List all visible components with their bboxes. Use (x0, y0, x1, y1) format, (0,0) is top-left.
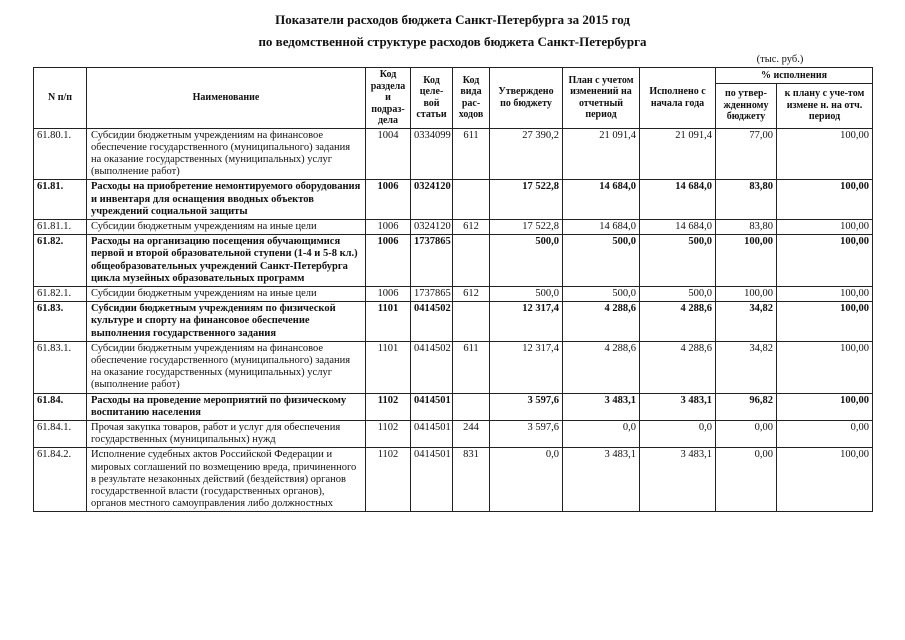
cell-statya: 0414501 (411, 420, 453, 447)
cell-name: Субсидии бюджетным учреждениям на иные цели (87, 286, 366, 301)
cell-executed: 4 288,6 (640, 302, 716, 342)
cell-vid (453, 235, 490, 287)
cell-num: 61.82. (34, 235, 87, 287)
header-executed: Исполнено с начала года (640, 68, 716, 129)
header-name: Наименование (87, 68, 366, 129)
cell-executed: 500,0 (640, 286, 716, 301)
cell-executed: 21 091,4 (640, 128, 716, 180)
cell-approved: 500,0 (490, 235, 563, 287)
header-pct-plan: к плану с уче-том измене н. на отч. период (777, 83, 873, 128)
cell-vid: 831 (453, 448, 490, 512)
cell-num: 61.83. (34, 302, 87, 342)
cell-plan: 4 288,6 (563, 341, 640, 393)
header-vid: Код вида рас-ходов (453, 68, 490, 129)
cell-pct-plan: 100,00 (777, 448, 873, 512)
cell-plan: 500,0 (563, 235, 640, 287)
table-row (34, 420, 873, 447)
table-row (34, 235, 873, 287)
cell-num: 61.82.1. (34, 286, 87, 301)
cell-pct-approved: 77,00 (716, 128, 777, 180)
cell-plan: 21 091,4 (563, 128, 640, 180)
cell-razdel: 1102 (366, 393, 411, 420)
cell-vid: 612 (453, 286, 490, 301)
cell-pct-approved: 100,00 (716, 286, 777, 301)
cell-num: 61.84.1. (34, 420, 87, 447)
table-row (34, 341, 873, 393)
cell-name: Расходы на проведение мероприятий по физическому воспитанию населения (87, 393, 366, 420)
cell-executed: 3 483,1 (640, 448, 716, 512)
cell-pct-plan: 100,00 (777, 235, 873, 287)
cell-statya: 0324120 (411, 180, 453, 220)
cell-pct-approved: 83,80 (716, 180, 777, 220)
cell-num: 61.80.1. (34, 128, 87, 180)
cell-executed: 500,0 (640, 235, 716, 287)
cell-razdel: 1006 (366, 219, 411, 234)
cell-approved: 12 317,4 (490, 341, 563, 393)
table-row (34, 180, 873, 220)
cell-approved: 3 597,6 (490, 420, 563, 447)
cell-pct-approved: 96,82 (716, 393, 777, 420)
cell-num: 61.81.1. (34, 219, 87, 234)
cell-statya: 0414501 (411, 393, 453, 420)
cell-plan: 14 684,0 (563, 219, 640, 234)
cell-vid: 612 (453, 219, 490, 234)
cell-vid (453, 393, 490, 420)
cell-name: Субсидии бюджетным учреждениям на иные цели (87, 219, 366, 234)
cell-num: 61.83.1. (34, 341, 87, 393)
cell-pct-plan: 100,00 (777, 393, 873, 420)
table-row (34, 286, 873, 301)
cell-name: Исполнение судебных актов Российской Федерации и мировых соглашений по возмещению вреда, причиненного в результате незаконных действий (бездействия) органов государственной власти (государственных органов), органов местного самоуправления либо должностных (87, 448, 366, 512)
cell-razdel: 1004 (366, 128, 411, 180)
cell-vid: 611 (453, 341, 490, 393)
units-label: (тыс. руб.) (756, 54, 804, 65)
cell-name: Субсидии бюджетным учреждениям на финансовое обеспечение государственного (муниципального) задания на оказание государственных (муниципальных) услуг (выполнение работ) (87, 128, 366, 180)
header-num: N п/п (34, 68, 87, 129)
cell-pct-plan: 100,00 (777, 341, 873, 393)
cell-plan: 14 684,0 (563, 180, 640, 220)
document-subtitle: по ведомственной структуре расходов бюджета Санкт-Петербурга (258, 34, 647, 49)
cell-vid (453, 180, 490, 220)
cell-vid: 244 (453, 420, 490, 447)
cell-name: Прочая закупка товаров, работ и услуг для обеспечения государственных (муниципальных) нужд (87, 420, 366, 447)
table-row (34, 448, 873, 512)
cell-approved: 12 317,4 (490, 302, 563, 342)
cell-statya: 0414502 (411, 341, 453, 393)
table-row (34, 128, 873, 180)
header-pct-approved: по утвер-жденному бюджету (716, 83, 777, 128)
cell-approved: 0,0 (490, 448, 563, 512)
cell-plan: 3 483,1 (563, 448, 640, 512)
header-razdel: Код раздела и подраз-дела (366, 68, 411, 129)
cell-pct-approved: 0,00 (716, 448, 777, 512)
cell-pct-plan: 100,00 (777, 128, 873, 180)
table-row (34, 393, 873, 420)
cell-num: 61.84. (34, 393, 87, 420)
cell-pct-approved: 34,82 (716, 302, 777, 342)
cell-approved: 17 522,8 (490, 219, 563, 234)
cell-vid: 611 (453, 128, 490, 180)
cell-pct-approved: 100,00 (716, 235, 777, 287)
budget-table (33, 67, 873, 512)
table-row (34, 302, 873, 342)
header-statya: Код целе-вой статьи (411, 68, 453, 129)
cell-vid (453, 302, 490, 342)
cell-statya: 1737865 (411, 235, 453, 287)
cell-statya: 0414502 (411, 302, 453, 342)
cell-name: Субсидии бюджетным учреждениям по физической культуре и спорту на финансовое обеспечение выполнения государственного задания (87, 302, 366, 342)
cell-plan: 4 288,6 (563, 302, 640, 342)
table-row (34, 219, 873, 234)
cell-executed: 4 288,6 (640, 341, 716, 393)
cell-executed: 14 684,0 (640, 180, 716, 220)
cell-pct-approved: 0,00 (716, 420, 777, 447)
cell-statya: 0324120 (411, 219, 453, 234)
cell-pct-plan: 0,00 (777, 420, 873, 447)
cell-plan: 3 483,1 (563, 393, 640, 420)
cell-executed: 0,0 (640, 420, 716, 447)
cell-razdel: 1006 (366, 180, 411, 220)
header-plan: План с учетом изменений на отчетный период (563, 68, 640, 129)
cell-statya: 1737865 (411, 286, 453, 301)
cell-razdel: 1102 (366, 448, 411, 512)
cell-pct-plan: 100,00 (777, 286, 873, 301)
cell-num: 61.81. (34, 180, 87, 220)
cell-statya: 0414501 (411, 448, 453, 512)
cell-name: Расходы на приобретение немонтируемого оборудования и инвентаря для оснащения вводных объектов учреждений социальной защиты (87, 180, 366, 220)
cell-approved: 17 522,8 (490, 180, 563, 220)
cell-razdel: 1006 (366, 286, 411, 301)
cell-plan: 500,0 (563, 286, 640, 301)
header-pct-group: % исполнения (716, 68, 873, 84)
cell-num: 61.84.2. (34, 448, 87, 512)
cell-razdel: 1101 (366, 302, 411, 342)
cell-executed: 3 483,1 (640, 393, 716, 420)
cell-approved: 3 597,6 (490, 393, 563, 420)
cell-approved: 500,0 (490, 286, 563, 301)
cell-razdel: 1101 (366, 341, 411, 393)
header-approved: Утверждено по бюджету (490, 68, 563, 129)
table-body (34, 128, 873, 512)
cell-razdel: 1102 (366, 420, 411, 447)
cell-pct-plan: 100,00 (777, 302, 873, 342)
cell-executed: 14 684,0 (640, 219, 716, 234)
cell-pct-plan: 100,00 (777, 219, 873, 234)
cell-pct-approved: 34,82 (716, 341, 777, 393)
cell-pct-plan: 100,00 (777, 180, 873, 220)
cell-approved: 27 390,2 (490, 128, 563, 180)
cell-razdel: 1006 (366, 235, 411, 287)
document-title: Показатели расходов бюджета Санкт-Петербурга за 2015 год (275, 12, 630, 27)
cell-statya: 0334099 (411, 128, 453, 180)
cell-plan: 0,0 (563, 420, 640, 447)
cell-name: Субсидии бюджетным учреждениям на финансовое обеспечение государственного (муниципального) задания на оказание государственных (муниципальных) услуг (выполнение работ) (87, 341, 366, 393)
cell-name: Расходы на организацию посещения обучающимися первой и второй образовательной ступени (1-4 и 5-8 кл.) общеобразовательных учреждений Санкт-Петербурга цикла музейных образовательных программ (87, 235, 366, 287)
cell-pct-approved: 83,80 (716, 219, 777, 234)
